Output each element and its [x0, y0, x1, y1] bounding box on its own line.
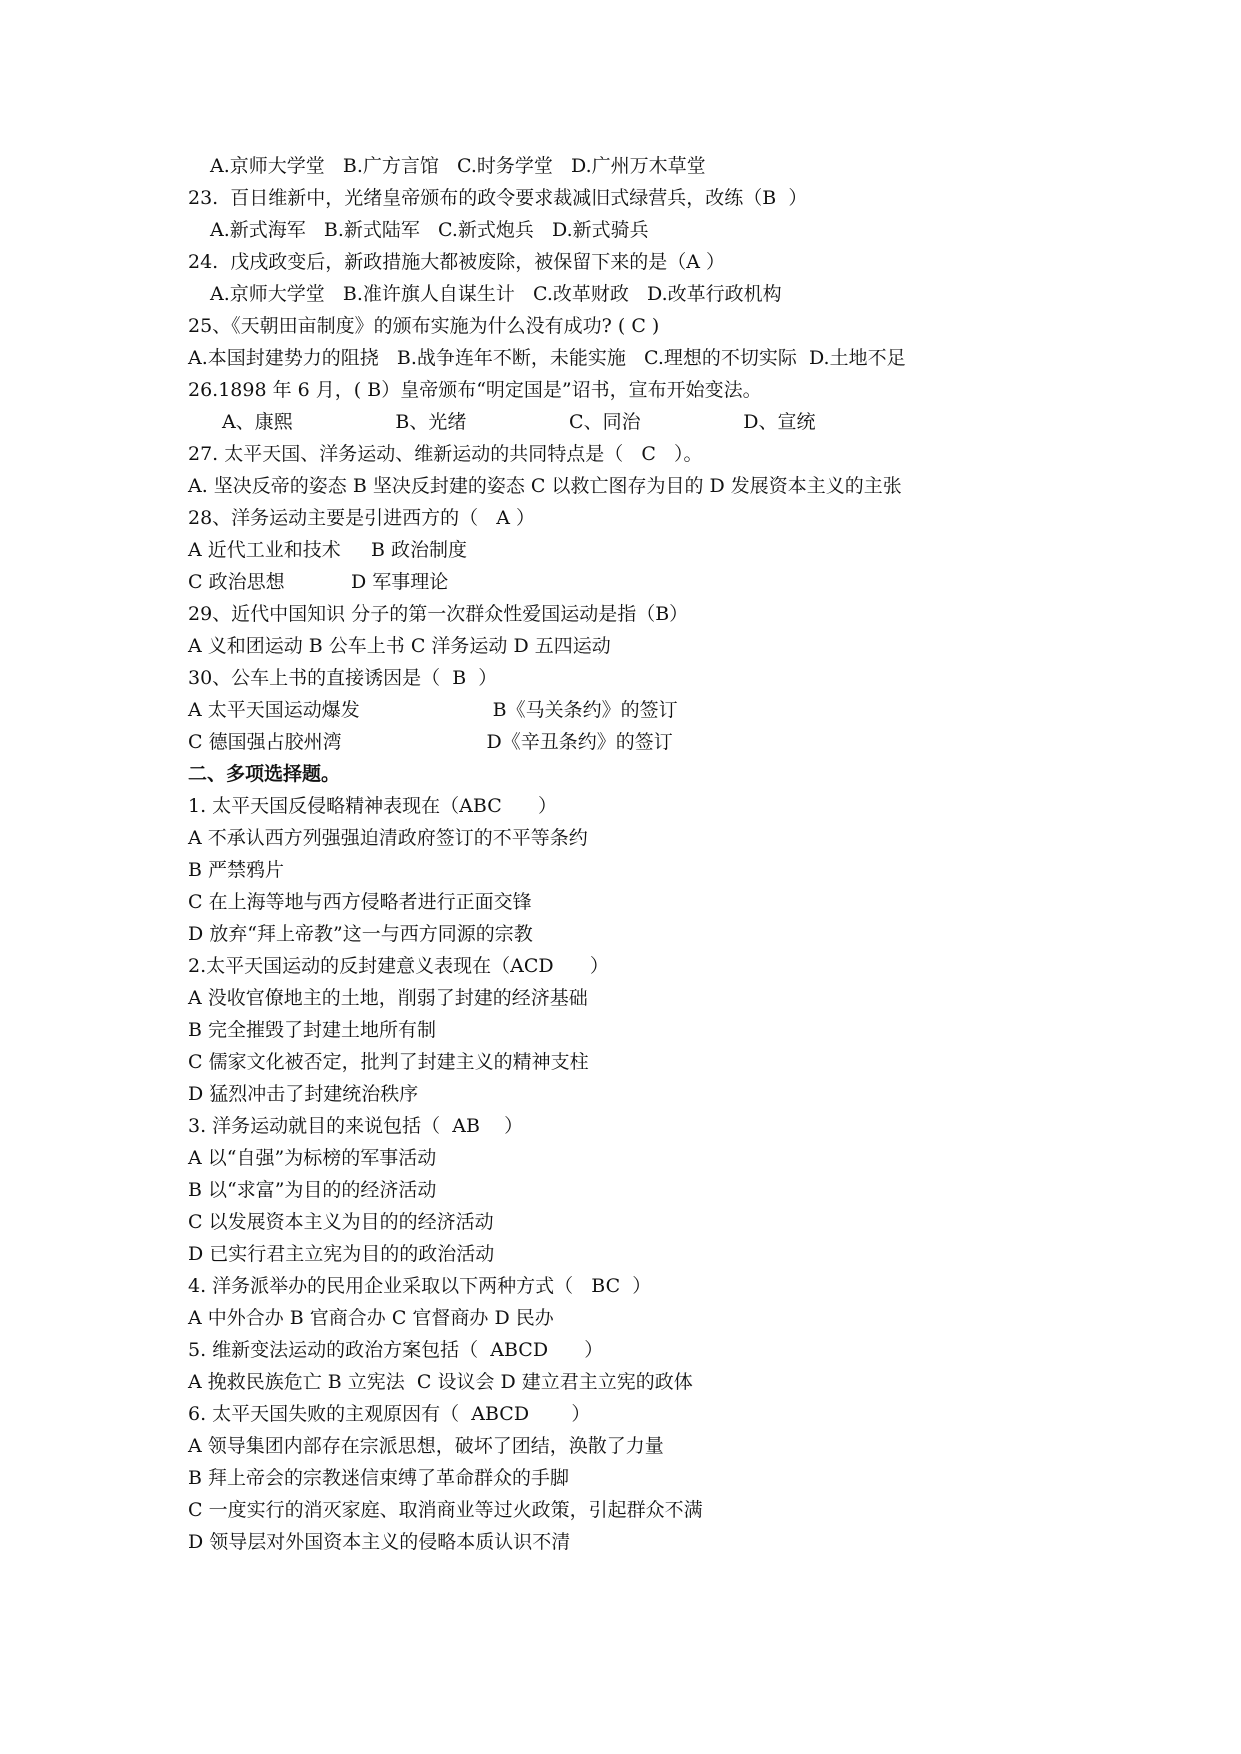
q24-stem: 24. 戊戌政变后，新政措施大都被废除，被保留下来的是（A ）: [188, 251, 726, 273]
q24-options: A.京师大学堂 B.准许旗人自谋生计 C.改革财政 D.改革行政机构: [210, 283, 782, 305]
mq2-option-d: D 猛烈冲击了封建统治秩序: [188, 1083, 419, 1105]
mq2-stem: 2.太平天国运动的反封建意义表现在（ACD ）: [188, 955, 609, 977]
q29-stem: 29、近代中国知识 分子的第一次群众性爱国运动是指（B）: [188, 603, 689, 625]
mq1-stem: 1. 太平天国反侵略精神表现在（ABC ）: [188, 795, 557, 817]
q28-options-cd: C 政治思想 D 军事理论: [188, 571, 449, 593]
mq1-option-d: D 放弃“拜上帝教”这一与西方同源的宗教: [188, 923, 533, 945]
q26-stem: 26.1898 年 6 月，( B）皇帝颁布“明定国是”诏书，宣布开始变法。: [188, 379, 762, 401]
q26-options: A、康熙 B、光绪 C、同治 D、宣统: [222, 411, 816, 433]
mq1-option-b: B 严禁鸦片: [188, 859, 285, 881]
mq2-option-b: B 完全摧毁了封建土地所有制: [188, 1019, 437, 1041]
mq2-option-c: C 儒家文化被否定，批判了封建主义的精神支柱: [188, 1051, 589, 1073]
q28-options-ab: A 近代工业和技术 B 政治制度: [188, 539, 467, 561]
q29-options: A 义和团运动 B 公车上书 C 洋务运动 D 五四运动: [188, 635, 611, 657]
q25-stem: 25、《天朝田亩制度》的颁布实施为什么没有成功? ( C ): [188, 315, 660, 337]
mq3-stem: 3. 洋务运动就目的来说包括（ AB ）: [188, 1115, 524, 1137]
mq1-option-c: C 在上海等地与西方侵略者进行正面交锋: [188, 891, 532, 913]
section-heading-multiple-choice: 二、多项选择题。: [188, 763, 341, 785]
mq5-stem: 5. 维新变法运动的政治方案包括（ ABCD ）: [188, 1339, 604, 1361]
mq6-option-d: D 领导层对外国资本主义的侵略本质认识不清: [188, 1531, 571, 1553]
mq4-stem: 4. 洋务派举办的民用企业采取以下两种方式（ BC ）: [188, 1275, 652, 1297]
mq4-options: A 中外合办 B 官商合办 C 官督商办 D 民办: [188, 1307, 554, 1329]
mq3-option-c: C 以发展资本主义为目的的经济活动: [188, 1211, 494, 1233]
q27-stem: 27. 太平天国、洋务运动、维新运动的共同特点是（ C ）。: [188, 443, 703, 465]
mq6-stem: 6. 太平天国失败的主观原因有（ ABCD ）: [188, 1403, 591, 1425]
mq6-option-c: C 一度实行的消灭家庭、取消商业等过火政策，引起群众不满: [188, 1499, 703, 1521]
q22-options: A.京师大学堂 B.广方言馆 C.时务学堂 D.广州万木草堂: [210, 155, 706, 177]
mq3-option-d: D 已实行君主立宪为目的的政治活动: [188, 1243, 495, 1265]
q27-options: A. 坚决反帝的姿态 B 坚决反封建的姿态 C 以救亡图存为目的 D 发展资本主义的主张: [188, 475, 902, 497]
mq3-option-b: B 以“求富”为目的的经济活动: [188, 1179, 437, 1201]
q25-options: A.本国封建势力的阻挠 B.战争连年不断，未能实施 C.理想的不切实际 D.土地不足: [188, 347, 906, 369]
mq1-option-a: A 不承认西方列强强迫清政府签订的不平等条约: [188, 827, 588, 849]
q23-options: A.新式海军 B.新式陆军 C.新式炮兵 D.新式骑兵: [210, 219, 649, 241]
mq6-option-b: B 拜上帝会的宗教迷信束缚了革命群众的手脚: [188, 1467, 570, 1489]
q23-stem: 23. 百日维新中，光绪皇帝颁布的政令要求裁减旧式绿营兵，改练（B ）: [188, 187, 808, 209]
q30-options-ab: A 太平天国运动爆发 B《马关条约》的签订: [188, 699, 678, 721]
q30-stem: 30、公车上书的直接诱因是（ B ）: [188, 667, 498, 689]
q28-stem: 28、洋务运动主要是引进西方的（ A ）: [188, 507, 536, 529]
q30-options-cd: C 德国强占胶州湾 D《辛丑条约》的签订: [188, 731, 673, 753]
mq5-options: A 挽救民族危亡 B 立宪法 C 设议会 D 建立君主立宪的政体: [188, 1371, 693, 1393]
mq2-option-a: A 没收官僚地主的土地，削弱了封建的经济基础: [188, 987, 588, 1009]
mq3-option-a: A 以“自强”为标榜的军事活动: [188, 1147, 437, 1169]
mq6-option-a: A 领导集团内部存在宗派思想，破坏了团结，涣散了力量: [188, 1435, 664, 1457]
